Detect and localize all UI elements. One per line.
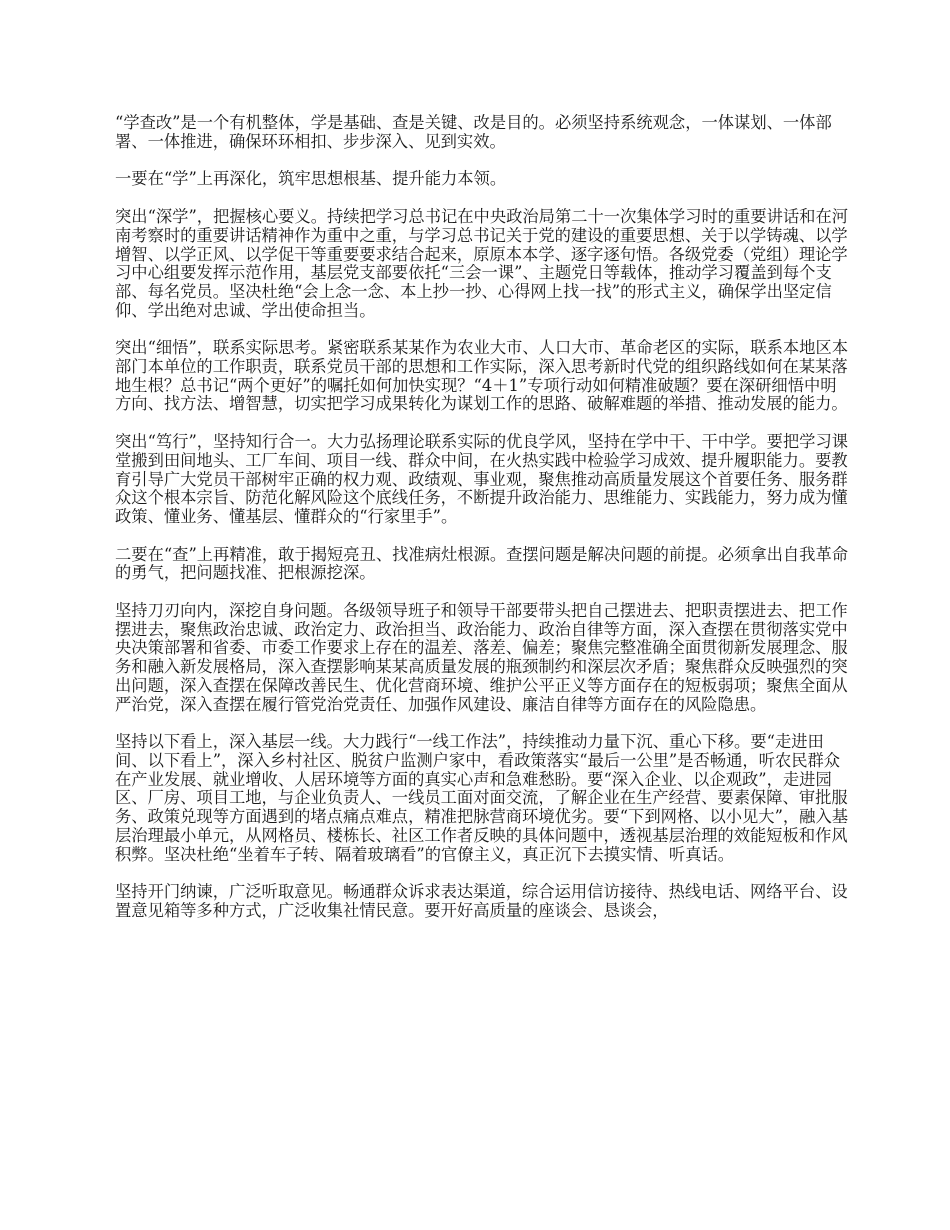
- paragraph-section-study: 一要在“学”上再深化，筑牢思想根基、提升能力本领。: [115, 169, 507, 189]
- paragraph-intro: “学查改”是一个有机整体，学是基础、查是关键、改是目的。必须坚持系统观念，一体谋划、一体部署、一体推进，确保环环相扣、步步深入、见到实效。: [115, 113, 832, 151]
- paragraph-self-examination: 坚持刀刃向内，深挖自身问题。各级领导班子和领导干部要带头把自己摆进去、把职责摆进去、把工作摆进去，聚焦政治忠诚、政治定力、政治担当、政治能力、政治自律等方面，深入查摆在贯彻落实党中央决策部署和省委、市委工作要求上存在的温差、落差、偏差；聚焦完整准确全面贯彻新发展理念、服务和融入新发展格局，深入查摆影响某某高质量发展的瓶颈制约和深层次矛盾；聚焦群众反映强烈的突出问题，深入查摆在保障改善民生、优化营商环境、维护公平正义等方面存在的短板弱项；聚焦全面从严治党，深入查摆在履行管党治党责任、加强作风建设、廉洁自律等方面存在的风险隐患。: [115, 601, 848, 714]
- paragraph-open-opinions: 坚持开门纳谏，广泛听取意见。畅通群众诉求表达渠道，综合运用信访接待、热线电话、网络平台、设置意见箱等多种方式，广泛收集社情民意。要开好高质量的座谈会、恳谈会，: [115, 882, 848, 920]
- paragraph-deep-study: 突出“深学”，把握核心要义。持续把学习总书记在中央政治局第二十一次集体学习时的重要讲话和在河南考察时的重要讲话精神作为重中之重，与学习总书记关于党的建设的重要思想、关于以学铸魂、以学增智、以学正风、以学促干等重要要求结合起来，原原本本学、逐字逐句悟。各级党委（党组）理论学习中心组要发挥示范作用，基层党支部要依托“三会一课”、主题党日等载体，推动学习覆盖到每个支部、每名党员。坚决杜绝“会上念一念、本上抄一抄、心得网上找一找”的形式主义，确保学出坚定信仰、学出绝对忠诚、学出使命担当。: [115, 207, 849, 320]
- document-body: [115, 114, 850, 940]
- paragraph-practice: 突出“笃行”，坚持知行合一。大力弘扬理论联系实际的优良学风，坚持在学中干、干中学。要把学习课堂搬到田间地头、工厂车间、项目一线、群众中间，在火热实践中检验学习成效、提升履职能力。要教育引导广大党员干部树牢正确的权力观、政绩观、事业观，聚焦推动高质量发展这个首要任务、服务群众这个根本宗旨、防范化解风险这个底线任务，不断提升政治能力、思维能力、实践能力，努力成为懂政策、懂业务、懂基层、懂群众的“行家里手”。: [115, 432, 849, 526]
- paragraph-grassroots: 坚持以下看上，深入基层一线。大力践行“一线工作法”，持续推动力量下沉、重心下移。要“走进田间、以下看上”，深入乡村社区、脱贫户监测户家中，看政策落实“最后一公里”是否畅通，听农民群众在产业发展、就业增收、人居环境等方面的真实心声和急难愁盼。要“深入企业、以企观政”，走进园区、厂房、项目工地，与企业负责人、一线员工面对面交流，了解企业在生产经营、要素保障、审批服务、政策兑现等方面遇到的堵点痛点难点，精准把脉营商环境优劣。要“下到网格、以小见大”，融入基层治理最小单元，从网格员、楼栋长、社区工作者反映的具体问题中，透视基层治理的效能短板和作风积弊。坚决杜绝“坐着车子转、隔着玻璃看”的官僚主义，真正沉下去摸实情、听真话。: [115, 732, 849, 864]
- paragraph-careful-reflection: 突出“细悟”，联系实际思考。紧密联系某某作为农业大市、人口大市、革命老区的实际，联系本地区本部门本单位的工作职责，联系党员干部的思想和工作实际，深入思考新时代党的组织路线如何在某某落地生根？总书记“两个更好”的嘱托如何加快实现？“4＋1”专项行动如何精准破题？要在深研细悟中明方向、找方法、增智慧，切实把学习成果转化为谋划工作的思路、破解难题的举措、推动发展的能力。: [115, 338, 849, 414]
- paragraph-section-inspect: 二要在“查”上再精准，敢于揭短亮丑、找准病灶根源。查摆问题是解决问题的前提。必须拿出自我革命的勇气，把问题找准、把根源挖深。: [115, 544, 849, 583]
